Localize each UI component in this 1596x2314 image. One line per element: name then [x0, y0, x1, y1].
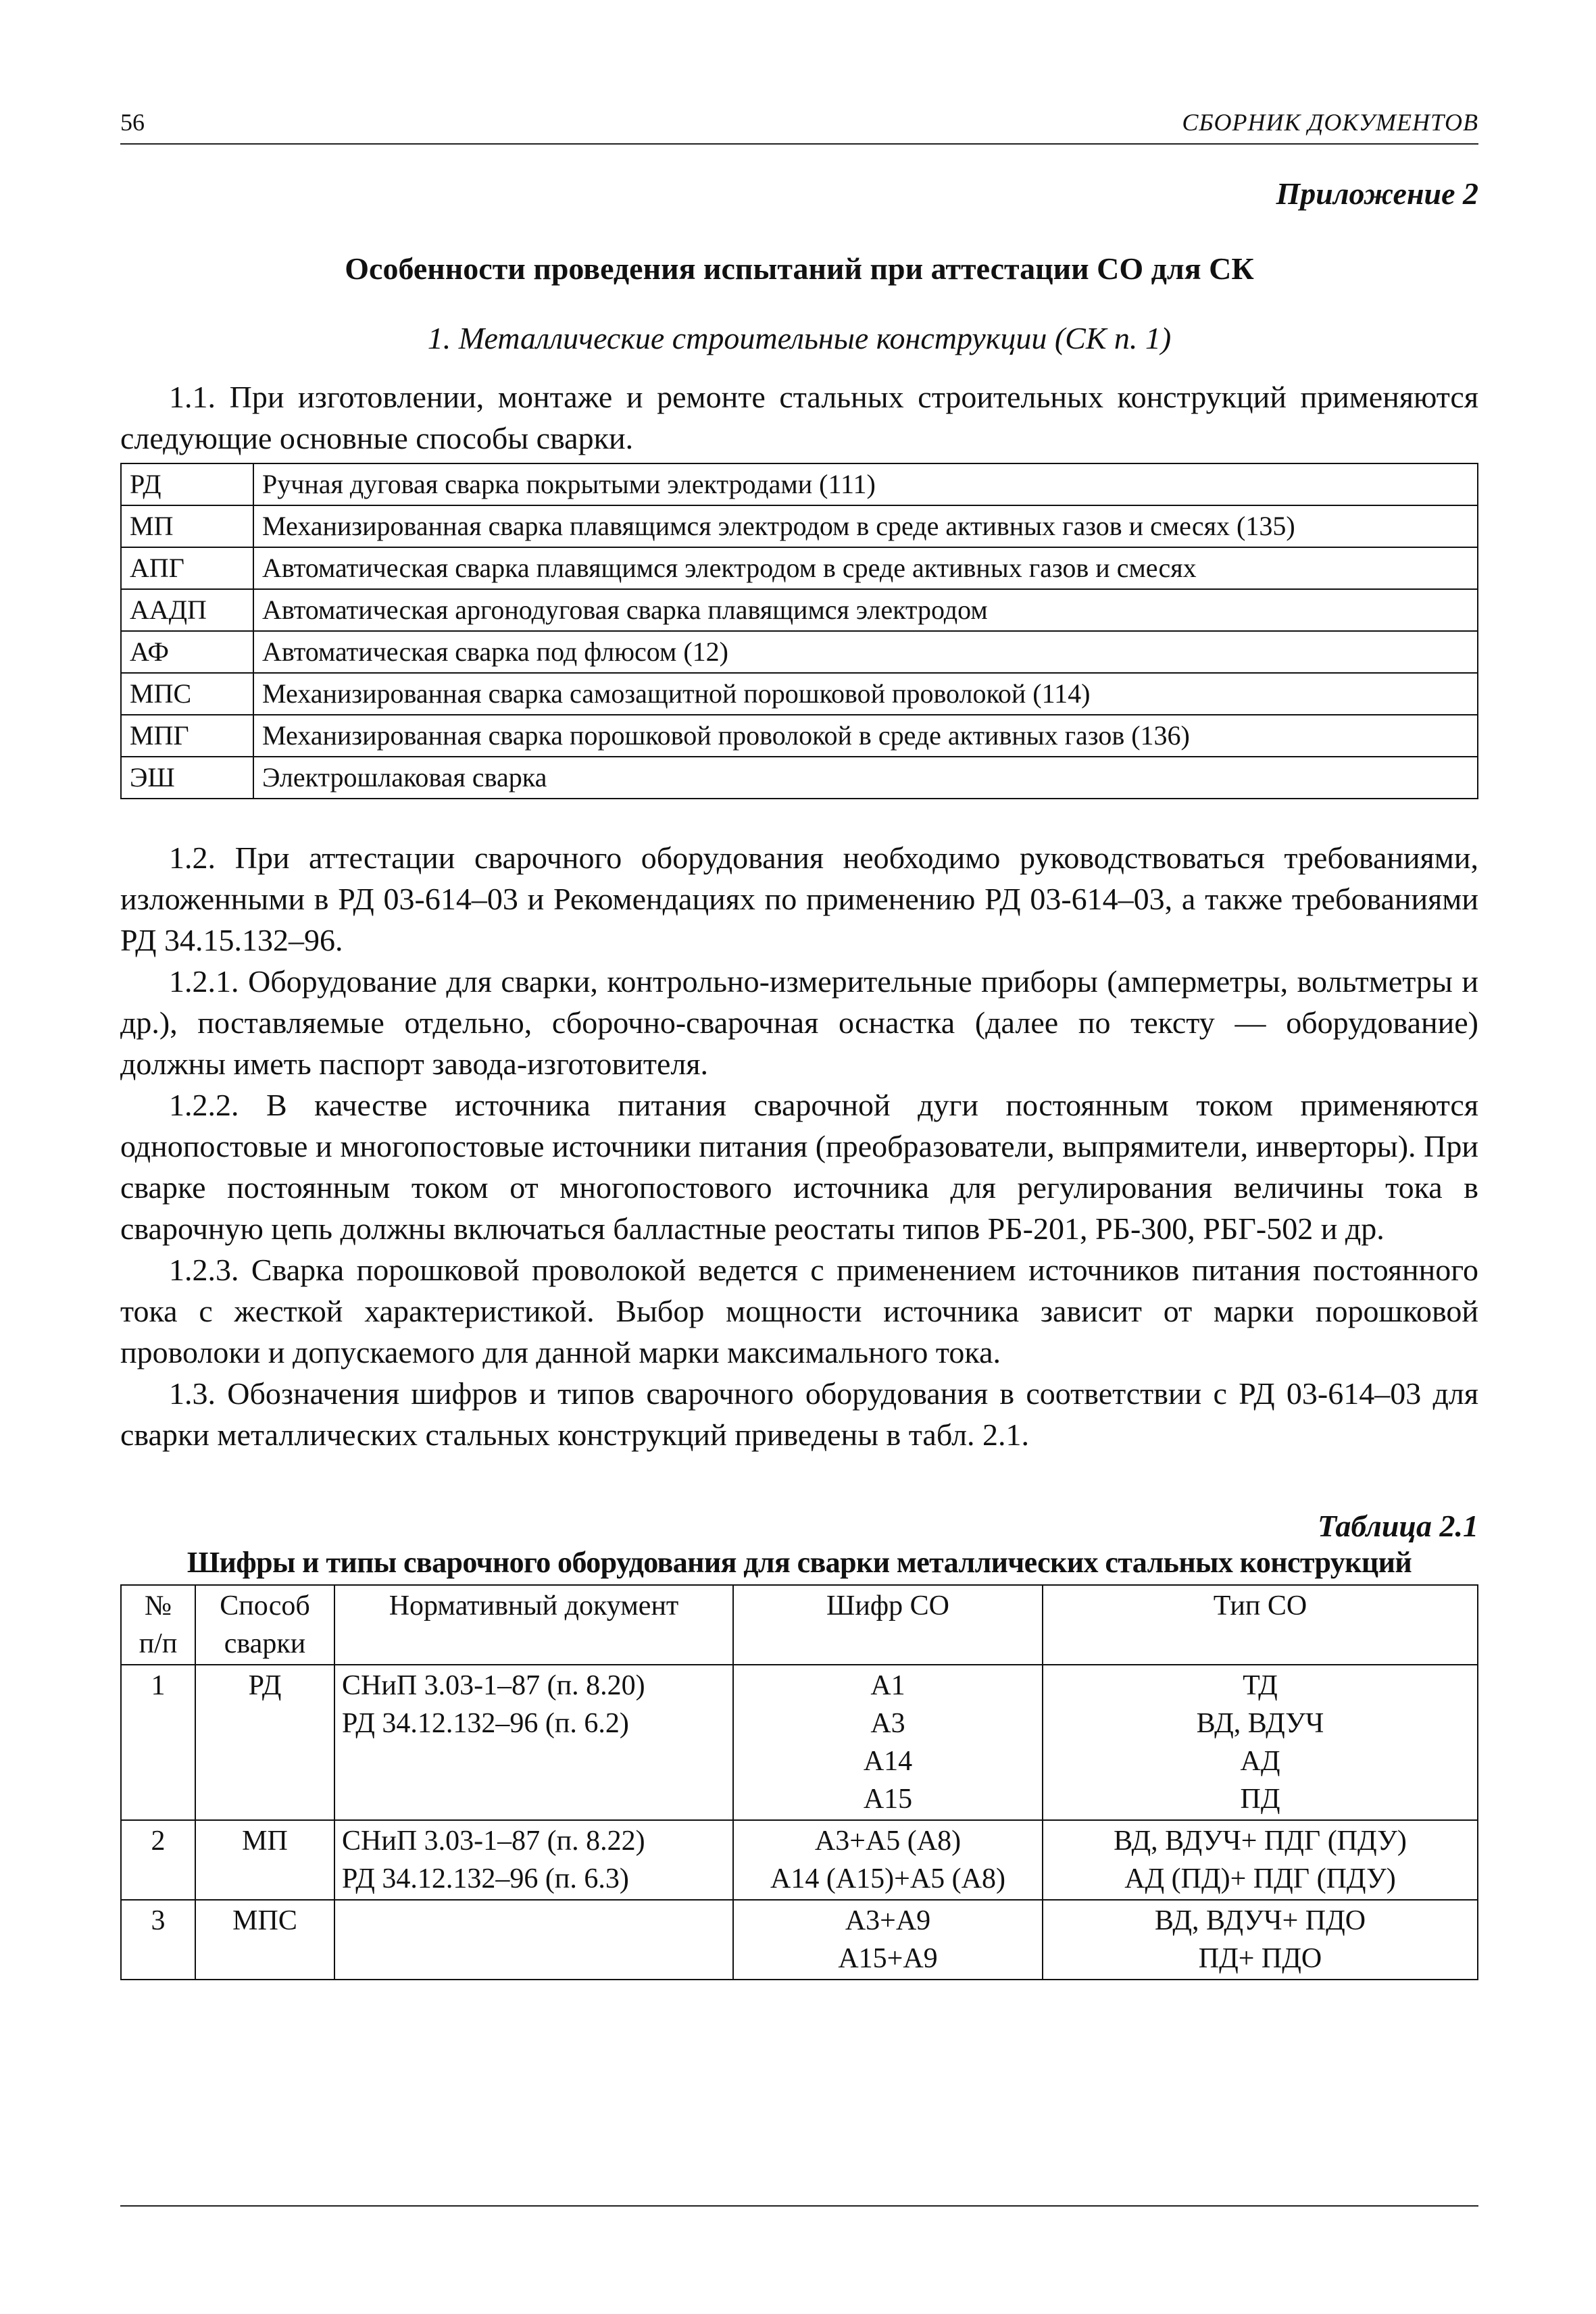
- table-row: [121, 547, 1478, 589]
- row-types-line: ТД: [1243, 1670, 1278, 1701]
- running-header: [120, 101, 1478, 145]
- col-header-number-line1: №: [144, 1590, 172, 1621]
- row-types: [1043, 1820, 1478, 1900]
- row-number: 2: [121, 1820, 195, 1900]
- col-header-document: Нормативный документ: [334, 1585, 733, 1665]
- method-description: Автоматическая сварка плавящимся электродом в среде активных газов и смесях: [253, 547, 1478, 589]
- table-row: [121, 631, 1478, 673]
- row-documents-line: РД 34.12.132–96 (п. 6.3): [342, 1863, 629, 1894]
- paragraph-1-2-2: 1.2.2. В качестве источника питания сварочной дуги постоянным током применяются однопостовые и многопостовые источники питания (преобразователи, выпрямители, инверторы). При сварке постоянным током от многопостового источника для регулирования величины тока в сварочную цепь должны включаться балластные реостаты типов РБ-201, РБ-300, РБГ-502 и др.: [120, 1088, 1478, 1246]
- table-row: [121, 673, 1478, 715]
- method-description: Механизированная сварка порошковой проволокой в среде активных газов (136): [253, 715, 1478, 757]
- row-documents-line: СНиП 3.03-1–87 (п. 8.22): [342, 1826, 645, 1857]
- row-types-line: АД (ПД)+ ПДГ (ПДУ): [1124, 1863, 1396, 1894]
- row-method: МП: [195, 1820, 334, 1900]
- method-code: АФ: [121, 631, 253, 673]
- row-codes-line: А15+А9: [838, 1943, 938, 1974]
- method-code: АПГ: [121, 547, 253, 589]
- method-code: ЭШ: [121, 757, 253, 799]
- table-row: [121, 1820, 1478, 1900]
- row-codes: [733, 1900, 1043, 1980]
- row-types-line: ПД: [1240, 1784, 1280, 1815]
- row-documents-line: СНиП 3.03-1–87 (п. 8.20): [342, 1670, 645, 1701]
- table-title: Шифры и типы сварочного оборудования для сварки металлических стальных конструкций: [186, 1546, 1412, 1579]
- method-description: Автоматическая сварка под флюсом (12): [253, 631, 1478, 673]
- method-description: Автоматическая аргонодуговая сварка плавящимся электродом: [253, 589, 1478, 631]
- col-header-type: Тип СО: [1043, 1585, 1478, 1665]
- method-description: Ручная дуговая сварка покрытыми электродами (111): [253, 463, 1478, 505]
- row-codes-line: А3: [870, 1708, 905, 1739]
- col-header-method: [195, 1585, 334, 1665]
- table-row: [121, 757, 1478, 799]
- row-documents: [334, 1820, 733, 1900]
- row-types-line: ВД, ВДУЧ+ ПДО: [1154, 1905, 1366, 1936]
- method-code: ААДП: [121, 589, 253, 631]
- row-documents: [334, 1900, 733, 1980]
- row-documents-line: РД 34.12.132–96 (п. 6.2): [342, 1708, 629, 1739]
- col-header-method-line2: сварки: [224, 1628, 306, 1659]
- row-codes-line: А3+А5 (А8): [814, 1826, 962, 1857]
- paragraph-1-3: 1.3. Обозначения шифров и типов сварочного оборудования в соответствии с РД 03-614–03 для сварки металлических стальных конструкций приведены в табл. 2.1.: [120, 1376, 1478, 1452]
- row-method: МПС: [195, 1900, 334, 1980]
- footer-rule: [120, 2205, 1478, 2207]
- row-codes: [733, 1665, 1043, 1820]
- row-number: 1: [121, 1665, 195, 1820]
- row-codes-line: А14 (А15)+А5 (А8): [770, 1863, 1005, 1894]
- row-types-line: АД: [1240, 1746, 1280, 1777]
- table-header-row: [121, 1585, 1478, 1665]
- col-header-number: [121, 1585, 195, 1665]
- table-row: [121, 589, 1478, 631]
- method-code: МПС: [121, 673, 253, 715]
- section-title: 1. Металлические строительные конструкции (СК п. 1): [427, 321, 1172, 355]
- welding-methods-table: [120, 463, 1478, 799]
- row-codes: [733, 1820, 1043, 1900]
- col-header-code: Шифр СО: [733, 1585, 1043, 1665]
- document-page: [120, 101, 1478, 1980]
- row-method: РД: [195, 1665, 334, 1820]
- running-title: СБОРНИК ДОКУМЕНТОВ: [1182, 109, 1478, 136]
- paragraph-1-2: 1.2. При аттестации сварочного оборудования необходимо руководствоваться требованиями, изложенными в РД 03-614–03 и Рекомендациях по применению РД 03-614–03, а также требованиями РД 34.15.132–96.: [120, 840, 1478, 957]
- method-description: Механизированная сварка самозащитной порошковой проволокой (114): [253, 673, 1478, 715]
- equipment-table: [120, 1584, 1478, 1980]
- table-row: [121, 463, 1478, 505]
- method-code: РД: [121, 463, 253, 505]
- row-types-line: ВД, ВДУЧ+ ПДГ (ПДУ): [1114, 1826, 1407, 1857]
- row-types-line: ВД, ВДУЧ: [1196, 1708, 1324, 1739]
- paragraph-1-2-1: 1.2.1. Оборудование для сварки, контрольно-измерительные приборы (амперметры, вольтметры и др.), поставляемые отдельно, сборочно-сварочная оснастка (далее по тексту — оборудование) должны иметь паспорт завода-изготовителя.: [120, 964, 1478, 1081]
- method-description: Электрошлаковая сварка: [253, 757, 1478, 799]
- row-codes-line: А1: [870, 1670, 905, 1701]
- table-label: Таблица 2.1: [1317, 1509, 1478, 1543]
- paragraph-1-1: 1.1. При изготовлении, монтаже и ремонте стальных строительных конструкций применяются следующие основные способы сварки.: [120, 380, 1478, 455]
- method-code: МПГ: [121, 715, 253, 757]
- row-documents: [334, 1665, 733, 1820]
- row-types: [1043, 1900, 1478, 1980]
- table-row: [121, 505, 1478, 547]
- appendix-label: Приложение 2: [1276, 176, 1478, 211]
- page-number: 56: [120, 109, 145, 136]
- col-header-method-line1: Способ: [220, 1590, 310, 1621]
- method-description: Механизированная сварка плавящимся электродом в среде активных газов и смесях (135): [253, 505, 1478, 547]
- table-row: [121, 1900, 1478, 1980]
- row-codes-line: А15: [863, 1784, 913, 1815]
- row-codes-line: А14: [863, 1746, 913, 1777]
- col-header-number-line2: п/п: [139, 1628, 178, 1659]
- document-title: Особенности проведения испытаний при аттестации СО для СК: [345, 251, 1254, 286]
- row-number: 3: [121, 1900, 195, 1980]
- method-code: МП: [121, 505, 253, 547]
- row-codes-line: А3+А9: [845, 1905, 931, 1936]
- table-row: [121, 715, 1478, 757]
- row-types: [1043, 1665, 1478, 1820]
- paragraph-1-2-3: 1.2.3. Сварка порошковой проволокой ведется с применением источников питания постоянного тока с жесткой характеристикой. Выбор мощности источника зависит от марки порошковой проволоки и допускаемого для данной марки максимального тока.: [120, 1253, 1478, 1369]
- row-types-line: ПД+ ПДО: [1198, 1943, 1322, 1974]
- table-row: [121, 1665, 1478, 1820]
